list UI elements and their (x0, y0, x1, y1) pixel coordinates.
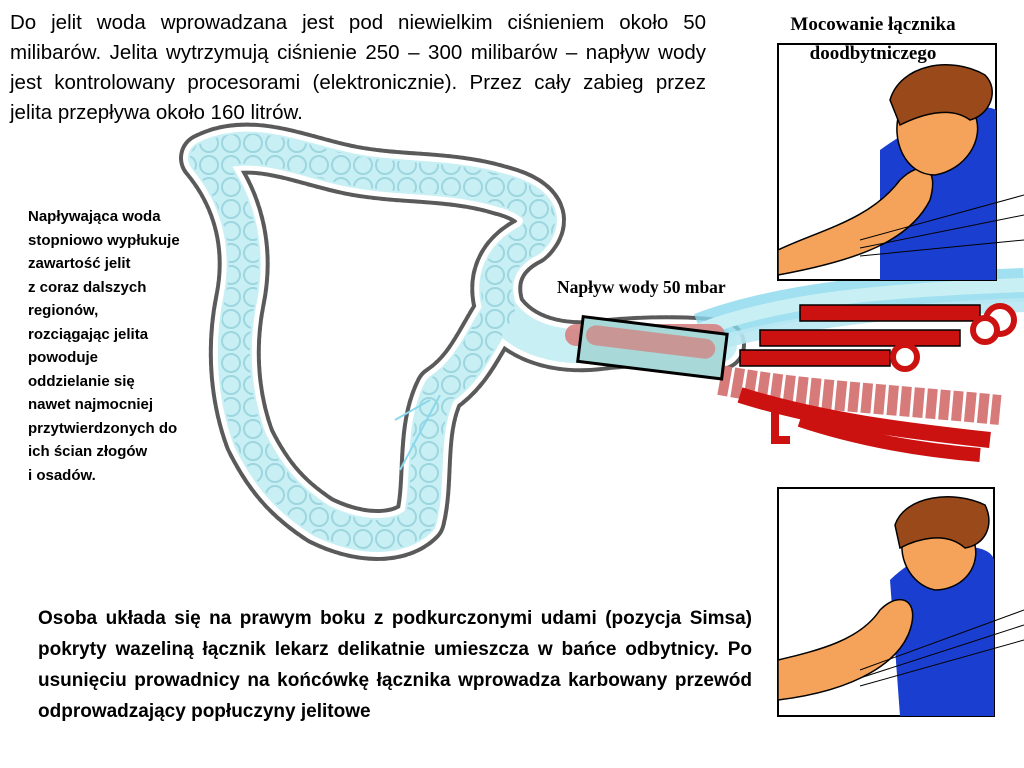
drain-tube-end-ring (973, 318, 997, 342)
left-note-line: przytwierdzonych do (28, 419, 178, 437)
connector-mounting-illustration (778, 44, 1024, 280)
left-note-line: Napływająca woda (28, 208, 161, 225)
intro-paragraph: Do jelit woda wprowadzana jest pod niewielkim ciśnieniem około 50 milibarów. Jelita wytrzymują ciśnienie 250 – 300 milibarów – napływ wody jest kontrolowany procesorami (elektronicznie). Przez cały zabieg przez jelita przepływa około 160 litrów. (10, 11, 706, 124)
drain-tube-end-ring (893, 345, 917, 369)
illustration-title-line: Mocowanie łącznika (790, 14, 956, 35)
left-note (28, 205, 208, 487)
left-note-line: regionów, (28, 302, 99, 319)
hose-assembly (565, 285, 1024, 455)
drain-tube-red (800, 305, 980, 321)
left-note-line: ich ścian złogów (28, 443, 148, 460)
drain-tube-red (760, 330, 960, 346)
left-note-line: zawartość jelit (28, 255, 131, 272)
illustration-title (758, 10, 988, 68)
left-note-line: z coraz dalszych (28, 278, 147, 296)
left-note-line: powoduje (28, 349, 98, 366)
left-note-line: stopniowo wypłukuje (28, 231, 180, 249)
left-note-line: oddzielanie się (28, 372, 135, 390)
left-note-line: nawet najmocniej (28, 396, 154, 413)
left-note-line: rozciągając jelita (28, 325, 149, 343)
patient-position-illustration (778, 488, 1024, 716)
drain-tube-red (740, 350, 890, 366)
left-note-line: i osadów. (28, 466, 96, 484)
illustration-title-line: doodbytniczego (809, 43, 937, 64)
water-flow-label: Napływ wody 50 mbar (557, 277, 726, 297)
bottom-paragraph: Osoba układa się na prawym boku z podkurczonymi udami (pozycja Simsa) pokryty wazeliną łącznik lekarz delikatnie umieszcza w bańce odbytnicy. Po usunięciu prowadnicy na końcówkę łącznika wprowadza karbowany przewód odprowadzający popłuczyny jelitowe (38, 608, 752, 722)
